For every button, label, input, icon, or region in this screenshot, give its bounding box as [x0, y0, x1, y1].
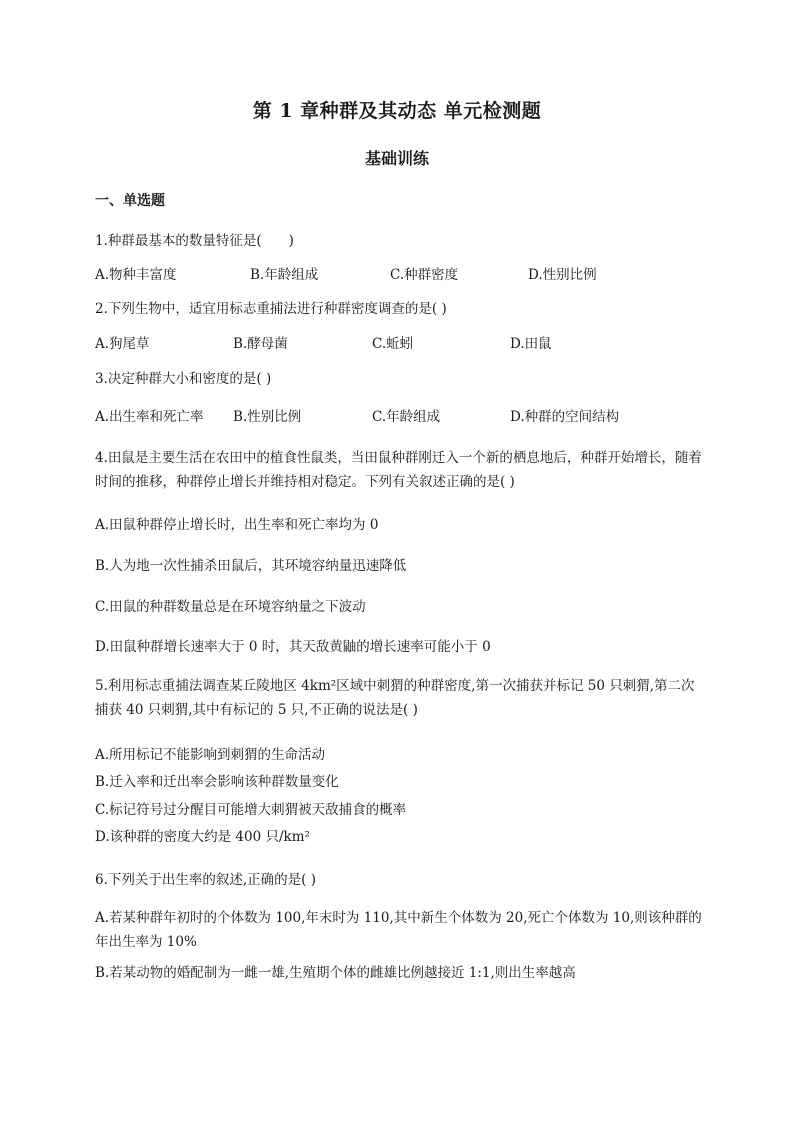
question-1-option-c: C.种群密度 [390, 267, 459, 283]
question-3-option-d: D.种群的空间结构 [510, 409, 620, 425]
question-2-stem: 2.下列生物中，适宜用标志重捕法进行种群密度调查的是( ) [95, 301, 447, 317]
question-3-option-c: C.年龄组成 [372, 409, 441, 425]
question-4-stem: 4.田鼠是主要生活在农田中的植食性鼠类，当田鼠种群刚迁入一个新的栖息地后，种群开始增长，随着时间的推移，种群停止增长并维持相对稳定。下列有关叙述正确的是( ) [95, 450, 702, 490]
question-6-option-a: A.若某种群年初时的个体数为 100,年末时为 110,其中新生个体数为 20,死亡个体数为 10,则该种群的年出生率为 10% [95, 910, 702, 950]
question-1-option-d: D.性别比例 [528, 267, 597, 283]
document-title: 第 1 章种群及其动态 单元检测题 [252, 100, 542, 122]
question-4-option-b: B.人为地一次性捕杀田鼠后，其环境容纳量迅速降低 [95, 558, 407, 574]
question-3-stem: 3.决定种群大小和密度的是( ) [95, 371, 272, 387]
question-6-option-b: B.若某动物的婚配制为一雌一雄,生殖期个体的雌雄比例越接近 1:1,则出生率越高 [95, 965, 576, 981]
question-5-option-b: B.迁入率和迁出率会影响该种群数量变化 [95, 774, 339, 790]
question-5-option-a: A.所用标记不能影响到刺猬的生命活动 [95, 747, 326, 763]
question-1-option-a: A.物种丰富度 [95, 267, 177, 283]
question-6-stem: 6.下列关于出生率的叙述,正确的是( ) [95, 872, 316, 888]
question-2-option-d: D.田鼠 [510, 336, 552, 352]
question-3-option-a: A.出生率和死亡率 [95, 409, 204, 425]
question-4-option-d: D.田鼠种群增长速率大于 0 时，其天敌黄鼬的增长速率可能小于 0 [95, 639, 491, 655]
document-subtitle: 基础训练 [364, 149, 429, 168]
question-4-option-a: A.田鼠种群停止增长时，出生率和死亡率均为 0 [95, 517, 379, 533]
question-2-option-c: C.蚯蚓 [372, 336, 414, 352]
question-2-option-b: B.酵母菌 [233, 336, 288, 352]
question-5-option-d: D.该种群的密度大约是 400 只/km² [95, 829, 310, 845]
question-2-option-a: A.狗尾草 [95, 336, 150, 352]
question-3-option-b: B.性别比例 [233, 409, 302, 425]
question-4-option-c: C.田鼠的种群数量总是在环境容纳量之下波动 [95, 599, 366, 615]
question-5-option-c: C.标记符号过分醒目可能增大刺猬被天敌捕食的概率 [95, 802, 407, 818]
question-1-stem: 1.种群最基本的数量特征是( ) [95, 233, 294, 249]
question-1-option-b: B.年龄组成 [250, 267, 319, 283]
section-heading: 一、单选题 [95, 193, 165, 209]
question-5-stem: 5.利用标志重捕法调查某丘陵地区 4km²区域中刺猬的种群密度,第一次捕获并标记 50 只刺猬,第二次捕获 40 只刺猬,其中有标记的 5 只,不正确的说法是( ) [95, 678, 695, 718]
